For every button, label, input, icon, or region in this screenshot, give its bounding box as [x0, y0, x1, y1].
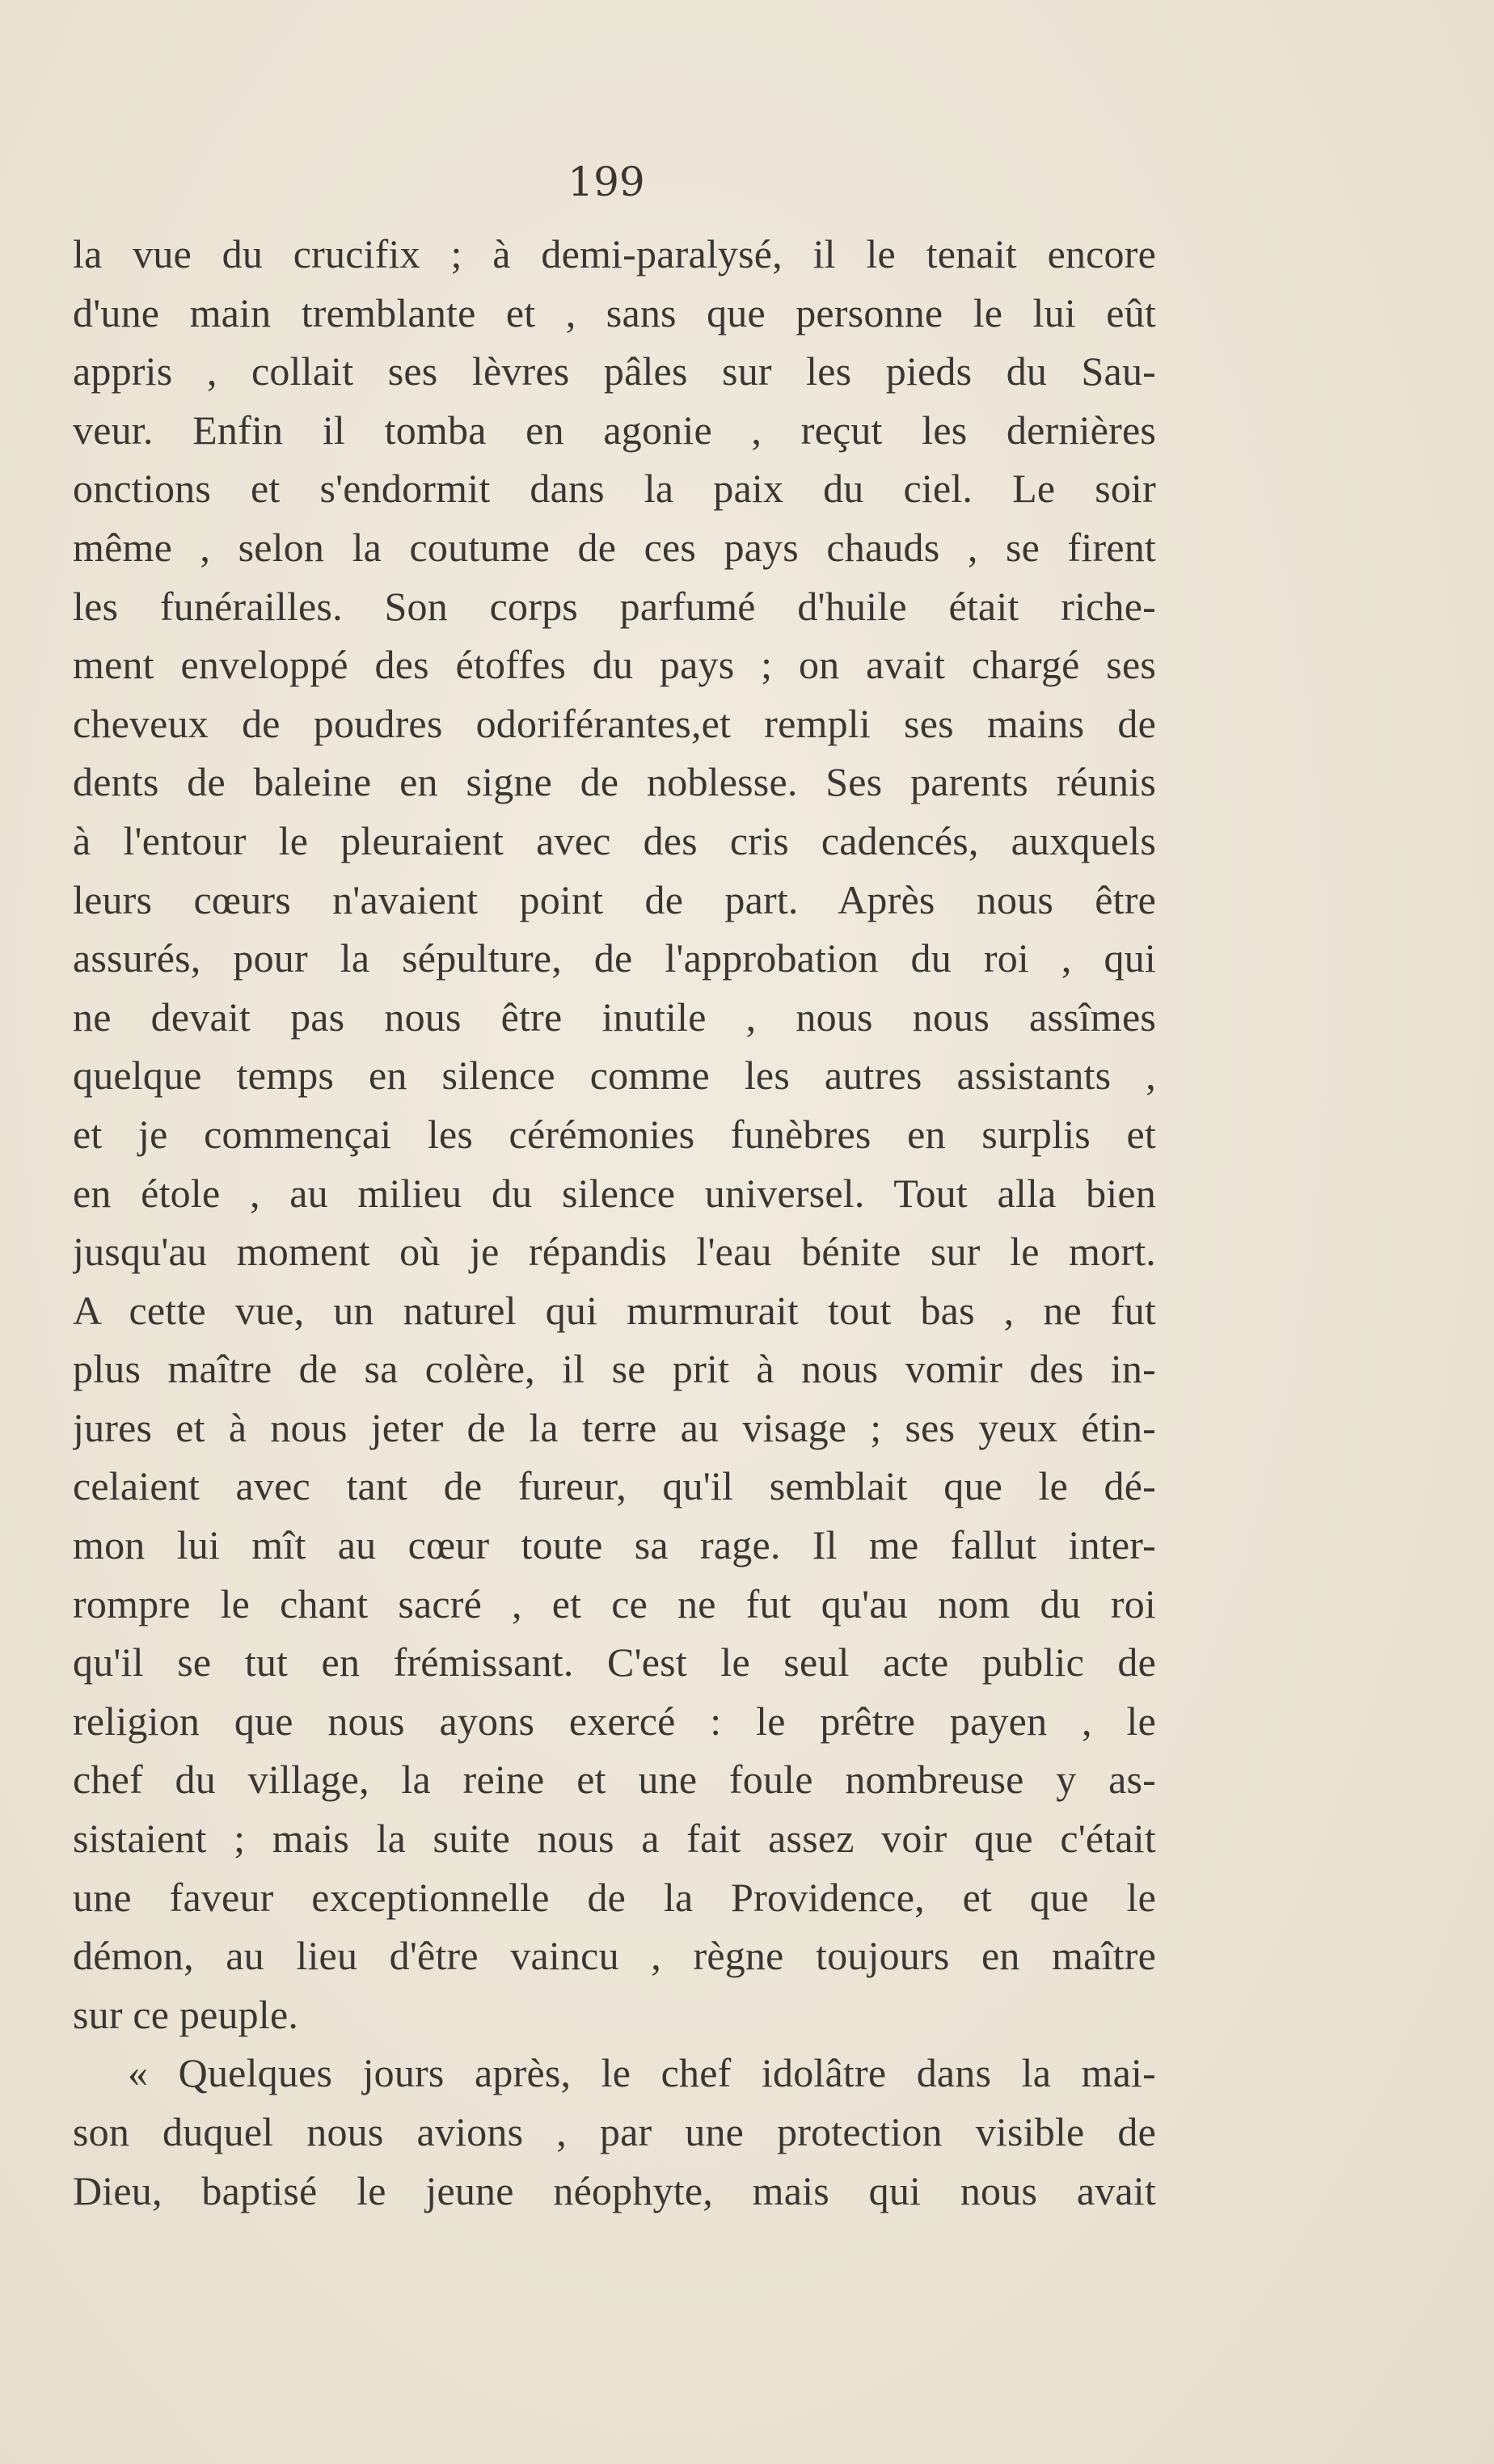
- text-line: même , selon la coutume de ces pays chauds , se firent: [73, 524, 1156, 570]
- text-line: A cette vue, un naturel qui murmurait tout bas , ne fut: [73, 1287, 1156, 1333]
- text-line: à l'entour le pleuraient avec des cris cadencés, auxquels: [73, 817, 1156, 863]
- text-line: les funérailles. Son corps parfumé d'huile était riche-: [73, 583, 1156, 629]
- text-line: une faveur exceptionnelle de la Providence, et que le: [73, 1874, 1156, 1920]
- text-line: « Quelques jours après, le chef idolâtre dans la mai-: [128, 2050, 1156, 2096]
- text-line: mon lui mît au cœur toute sa rage. Il me fallut inter-: [73, 1522, 1156, 1568]
- text-line: sistaient ; mais la suite nous a fait assez voir que c'était: [73, 1816, 1156, 1862]
- page-number: 199: [568, 158, 645, 205]
- text-line: cheveux de poudres odoriférantes,et rempli ses mains de: [73, 700, 1156, 746]
- text-line: jures et à nous jeter de la terre au visage ; ses yeux étin-: [73, 1404, 1156, 1450]
- text-line: d'une main tremblante et , sans que personne le lui eût: [73, 289, 1156, 335]
- text-line: ment enveloppé des étoffes du pays ; on avait chargé ses: [73, 642, 1156, 688]
- text-line: et je commençai les cérémonies funèbres en surplis et: [73, 1111, 1156, 1157]
- text-line: son duquel nous avions , par une protection visible de: [73, 2109, 1156, 2154]
- text-line: sur ce peuple.: [73, 1991, 299, 2037]
- text-line: qu'il se tut en frémissant. C'est le seul acte public de: [73, 1639, 1156, 1686]
- text-line: appris , collait ses lèvres pâles sur les pieds du Sau-: [73, 348, 1156, 394]
- text-line: en étole , au milieu du silence universel. Tout alla bien: [73, 1170, 1156, 1216]
- text-line: ne devait pas nous être inutile , nous nous assîmes: [73, 994, 1156, 1040]
- text-line: plus maître de sa colère, il se prit à nous vomir des in-: [73, 1346, 1156, 1392]
- text-line: démon, au lieu d'être vaincu , règne toujours en maître: [73, 1933, 1156, 1979]
- body-text: [73, 225, 1156, 2220]
- text-line: assurés, pour la sépulture, de l'approbation du roi , qui: [73, 935, 1156, 981]
- text-line: Dieu, baptisé le jeune néophyte, mais qui nous avait: [73, 2167, 1156, 2213]
- text-line: leurs cœurs n'avaient point de part. Après nous être: [73, 876, 1156, 922]
- text-line: veur. Enfin il tomba en agonie , reçut les dernières: [73, 407, 1156, 453]
- text-line: religion que nous ayons exercé : le prêtre payen , le: [73, 1698, 1156, 1744]
- text-line: celaient avec tant de fureur, qu'il semblait que le dé-: [73, 1463, 1156, 1509]
- text-line: onctions et s'endormit dans la paix du ciel. Le soir: [73, 466, 1156, 512]
- text-line: chef du village, la reine et une foule nombreuse y as-: [73, 1757, 1156, 1803]
- text-line: jusqu'au moment où je répandis l'eau bénite sur le mort.: [73, 1229, 1156, 1275]
- text-line: la vue du crucifix ; à demi-paralysé, il le tenait encore: [73, 231, 1156, 276]
- text-line: rompre le chant sacré , et ce ne fut qu'au nom du roi: [73, 1580, 1156, 1626]
- text-line: dents de baleine en signe de noblesse. Ses parents réunis: [73, 759, 1156, 805]
- text-line: quelque temps en silence comme les autres assistants ,: [73, 1053, 1156, 1099]
